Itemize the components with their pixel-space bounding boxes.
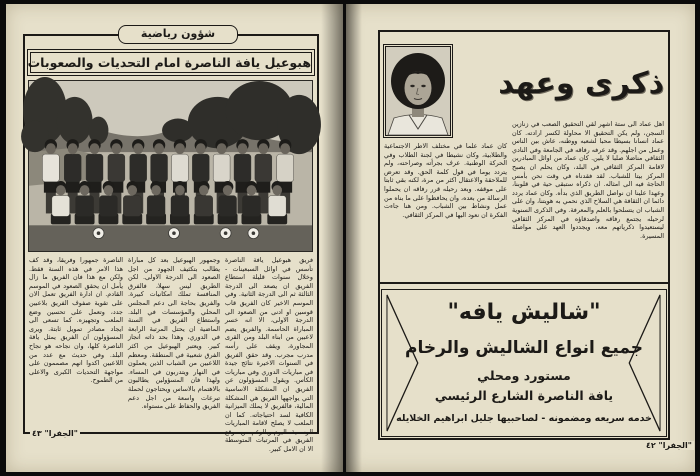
player-face — [90, 143, 100, 154]
section-label: شؤون رياضية — [118, 25, 238, 44]
player-face — [46, 143, 56, 154]
portrait-photo — [383, 44, 453, 138]
player-face — [280, 143, 290, 154]
player-face — [80, 185, 90, 195]
advertisement-business-name: "شاليش يافه" — [447, 300, 601, 325]
player-face — [133, 143, 143, 154]
ball-patch — [224, 231, 228, 235]
article-column-middle: وجمهور الهبوعيل بعد كل مباراة يطالب بتكثيف الجهود من اجل الصعود الى الدرجة الاولى. لكن الطريق ليس سهلا، فالفرق المنافسة تملك امكانيات كبيرة. والفريق بحاجة الى دعم المجلس المحلي والمؤسسات في البلد. واستطاع الفريق في السنة الماضية ان يحتل المرتبة الرابعة في الدوري، وهذا بحد ذاته انجاز كبير. ويعتبر الهبوعيل من اكثر الفرق شعبية في المنطقة. ومعظم اللاعبين من الشباب الذين يعملون في النهار ويتدربون في المساء. ولهذا فان المسؤولين يطالبون بالاهتمام بالاساس ويحتاجون لحملة تبرعات واسعة من اجل دعم الفريق والحفاظ على مستواه. — [128, 256, 220, 411]
section-divider — [380, 282, 668, 284]
player-jersey — [192, 154, 209, 182]
player-jersey — [255, 154, 272, 182]
player-jersey — [52, 196, 70, 217]
page-number-right: "الجفرا" ٤٢ — [646, 441, 692, 450]
player-face — [238, 143, 248, 154]
player-face — [154, 143, 164, 154]
right-page — [346, 4, 695, 472]
player-jersey — [151, 154, 168, 182]
player-jersey — [123, 196, 141, 217]
player-face — [175, 143, 185, 154]
tree — [21, 121, 49, 153]
player-jersey — [268, 196, 286, 217]
player-jersey — [171, 154, 188, 182]
player-jersey — [213, 154, 230, 182]
player-jersey — [195, 196, 213, 217]
player-face — [196, 143, 206, 154]
player-face — [247, 185, 257, 195]
player-jersey — [64, 154, 81, 182]
player-jersey — [147, 196, 165, 217]
player-jersey — [86, 154, 103, 182]
article-column-right: اهل عماد الى ستة اشهر لقي التحقيق الصعب في زنازين السجن، ولم يكن التحقيق الا محاولة لكسر ارادته. كان عماد انسانا بسيطا محبا لشعبه ووطنه، عاش بين الناس وعمل من اجلهم. وقد عرفه رفاقه في الجامعة وفي النادي الثقافي مناضلا صلبا لا يلين. كان عماد من اوائل المبادرين لاقامة المركز الثقافي في البلد، وكان يحلم ان يصبح المركز بيتا للشباب. لقد فقدناه في وقت نحن بأمس الحاجة فيه الى امثاله. ان ذكراه ستبقى حية في قلوبنا، وعهدا علينا ان نواصل الطريق الذي بدأه. وكان عماد يردد دائما ان الثقافة هي السلاح الذي نحمي به هويتنا، وان على الشباب ان يتسلحوا بالعلم والمعرفة. وفي الذكرى السنوية لرحيله يجتمع رفاقه واصدقاؤه في المركز الثقافي ليستعيدوا ذكرياتهم معه، ويجددوا العهد على مواصلة المسيرة. — [512, 120, 664, 240]
player-face — [223, 185, 233, 195]
advertisement-box — [381, 289, 667, 437]
soccer-ball — [169, 228, 180, 239]
player-face — [199, 185, 209, 195]
portrait-right-eye — [421, 85, 425, 87]
player-face — [151, 185, 161, 195]
player-jersey — [108, 154, 125, 182]
ball-patch — [172, 231, 176, 235]
article-headline: هبوعيل يافة الناصرة امام التحديات والصعوبات — [27, 49, 315, 76]
tree — [57, 97, 93, 144]
player-jersey — [130, 154, 147, 182]
player-jersey — [171, 196, 189, 217]
player-jersey — [277, 154, 294, 182]
player-jersey — [234, 154, 251, 182]
player-face — [258, 143, 268, 154]
article-column-left: كان عماد علما في مختلف الاطر الاجتماعية والطلابية، وكان نشيطا في لجنة الطلاب وفي الحركة الوطنية. عرف بجرأته وصراحته، ولم يتردد يوما في قول كلمة الحق. وقد تعرض للملاحقة والاعتقال اكثر من مرة، لكنه بقي ثابتا على موقفه. وبعد رحيله قرر رفاقه ان يحملوا الرسالة من بعده، وان يحافظوا على ما بناه من عمل ونشاط بين الشباب. ومن هنا جاءت الفكرة ان نعود اليها في المركز الثقافي. — [384, 142, 507, 219]
player-face — [217, 143, 227, 154]
advertisement-owner: خدمه سريعه ومضمونه - لصاحبيها جليل ابراهيم الخلايله — [396, 413, 652, 424]
portrait-left-eye — [410, 85, 414, 87]
player-face — [128, 185, 138, 195]
advertisement-subline: مستورد ومحلي — [477, 368, 571, 383]
player-face — [56, 185, 66, 195]
soccer-ball — [248, 228, 259, 239]
left-page — [6, 4, 343, 472]
article-column-left: الناصرة جمهورا وفريقا، وقد كف هذا الامر في هذه السنة فقط. ولكن مع هذا فان الفريق ما زال يأمل ان يحقق الصعود في الموسم القادم. ان ادارة الفريق تعمل الان على تقوية صفوف الفريق بلاعبين جدد، وتعمل على تحسين وضع الملعب وتجهيزه. كما تسعى الى ايجاد مصادر تمويل ثابتة. ويرى المسؤولون ان الفريق يمثل يافة الناصرة كلها، وان نجاحه هو نجاح البلد. وفي حديث مع عدد من اللاعبين اكدوا انهم مصممون على مواجهة التحديات الكبرى والاعلى من الطموح. — [29, 256, 123, 385]
ball-patch — [97, 231, 101, 235]
player-jersey — [42, 154, 59, 182]
article-column-right: فريق هبوعيل يافة الناصرة تأسس في اوائل السبعينات - وخلال سنوات قليلة استطاع الفريق ان يصعد الى الدرجة الثالثة ثم الى الدرجة الثانية. وفي الموسم الاخير كان الفريق قاب قوسين او ادنى من الصعود الى الدرجة الاولى، الا انه خسر المباراة الحاسمة. والفريق يضم لاعبين من ابناء البلد ومن القرى المجاورة، ويقف على رأسه مدرب مجرب. وقد حقق الفريق في السنوات الاخيرة نتائج جيدة في مباريات الدوري وفي مباريات الكأس. ويقول المسؤولون عن الفريق ان المشكلة الاساسية التي يواجهها الفريق هي المشكلة المالية، فالفريق لا يملك الميزانية الكافية لسد احتياجاته. كما ان الملعب لا يصلح لاقامة المباريات الرسمية. اليوم وبالرغم من موقع الفريق في المرتبات المتوسطة الا ان الامل كبير. — [225, 256, 313, 454]
portrait-image — [386, 47, 450, 135]
player-jersey — [219, 196, 237, 217]
team-photo-image — [29, 81, 312, 251]
soccer-ball — [93, 228, 104, 239]
player-face — [175, 185, 185, 195]
player-face — [272, 185, 282, 195]
advertisement-headline: جميع انواع الشاليش والرخام — [405, 338, 643, 358]
portrait-shirt — [388, 115, 448, 136]
player-jersey — [100, 196, 118, 217]
article-title: ذكرى وعهد — [498, 66, 664, 101]
advertisement-address: يافة الناصرة الشارع الرئيسي — [434, 388, 614, 403]
player-jersey — [76, 196, 94, 217]
player-face — [111, 143, 121, 154]
soccer-ball — [220, 228, 231, 239]
ball-patch — [252, 231, 256, 235]
player-face — [68, 143, 78, 154]
player-face — [104, 185, 114, 195]
page-number-left: "الجفرا" ٤٣ — [32, 429, 78, 438]
team-photo — [28, 80, 313, 252]
player-jersey — [242, 196, 260, 217]
